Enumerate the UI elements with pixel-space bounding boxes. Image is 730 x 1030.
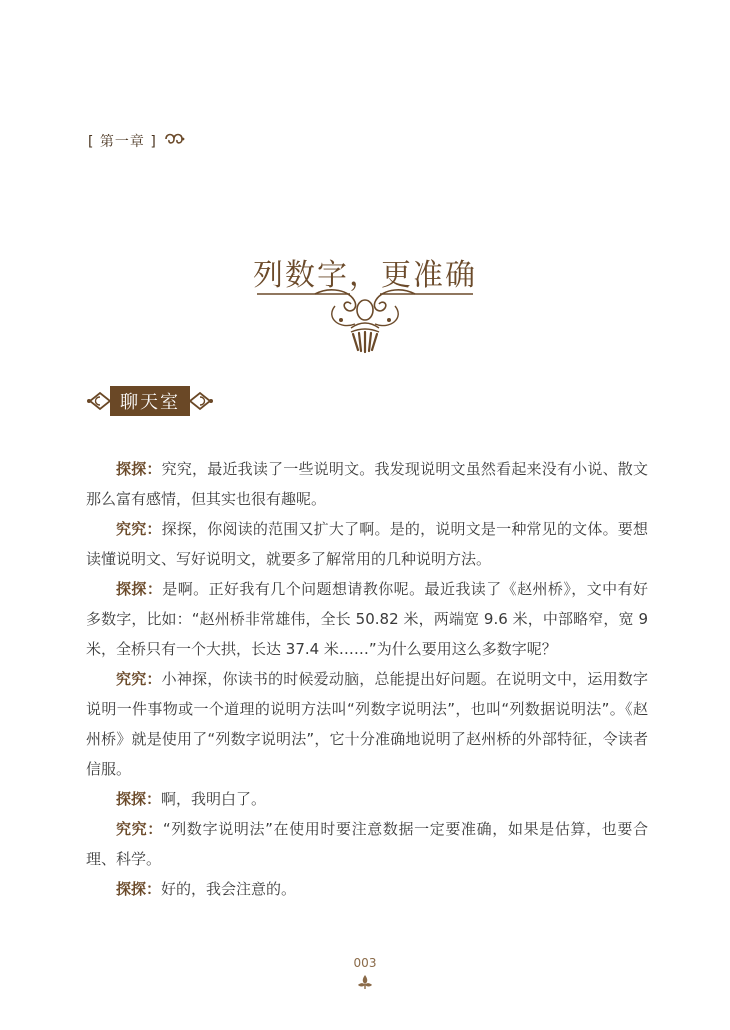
dialogue-line [86,814,648,874]
dialogue-line [86,784,648,814]
dialogue-line [86,514,648,574]
speaker-colon: ： [146,670,162,688]
section-title: 聊天室 [110,386,190,416]
speaker-colon: ： [146,790,162,808]
speaker-name: 探探 [116,880,147,898]
dialogue-text: 探探，你阅读的范围又扩大了啊。是的，说明文是一种常见的文体。要想读懂说明文、写好说明文，就要多了解常用的几种说明方法。 [86,520,648,568]
dialogue-line [86,664,648,784]
speaker-colon: ： [147,820,163,838]
dialogue-text: 是啊。正好我有几个问题想请教你呢。最近我读了《赵州桥》，文中有好多数字，比如：“赵州桥非常雄伟，全长 50.82 米，两端宽 9.6 米，中部略窄，宽 9 米，全桥只有一个大拱，长达 37.4 米……”为什么要用这么多数字呢？ [86,580,648,658]
dialogue-line [86,454,648,514]
fleur-ornament-icon [357,974,373,994]
dialogue-line [86,574,648,664]
speaker-name: 究究 [116,670,147,688]
speaker-name: 究究 [116,520,147,538]
section-badge [86,386,214,416]
dialogue-text: 究究，最近我读了一些说明文。我发现说明文虽然看起来没有小说、散文那么富有感情，但其实也很有趣呢。 [86,460,648,508]
badge-left-ornament-icon [86,389,112,413]
speaker-name: 探探 [116,460,147,478]
speaker-name: 究究 [116,820,148,838]
dialogue-line [86,874,648,904]
page-number: 003 [353,956,377,970]
scroll-ornament-icon [163,130,185,152]
dialogue-text: 啊，我明白了。 [161,790,267,808]
page-title: 列数字，更准确 [253,258,477,293]
speaker-colon: ： [146,580,163,598]
badge-right-ornament-icon [188,389,214,413]
dialogue-text: 好的，我会注意的。 [161,880,297,898]
dialogue [86,454,648,904]
flourish-ornament-icon [255,288,475,362]
speaker-name: 探探 [116,790,147,808]
chapter-label [88,130,185,152]
chapter-label-text: [ 第一章 ] [88,134,157,150]
speaker-colon: ： [146,880,162,898]
speaker-colon: ： [146,520,162,538]
speaker-colon: ： [146,460,162,478]
dialogue-text: “列数字说明法”在使用时要注意数据一定要准确，如果是估算，也要合理、科学。 [86,820,648,868]
dialogue-text: 小神探，你读书的时候爱动脑，总能提出好问题。在说明文中，运用数字说明一件事物或一个道理的说明方法叫“列数字说明法”，也叫“列数据说明法”。《赵州桥》就是使用了“列数字说明法”，它十分准确地说明了赵州桥的外部特征，令读者信服。 [86,670,648,778]
speaker-name: 探探 [116,580,147,598]
